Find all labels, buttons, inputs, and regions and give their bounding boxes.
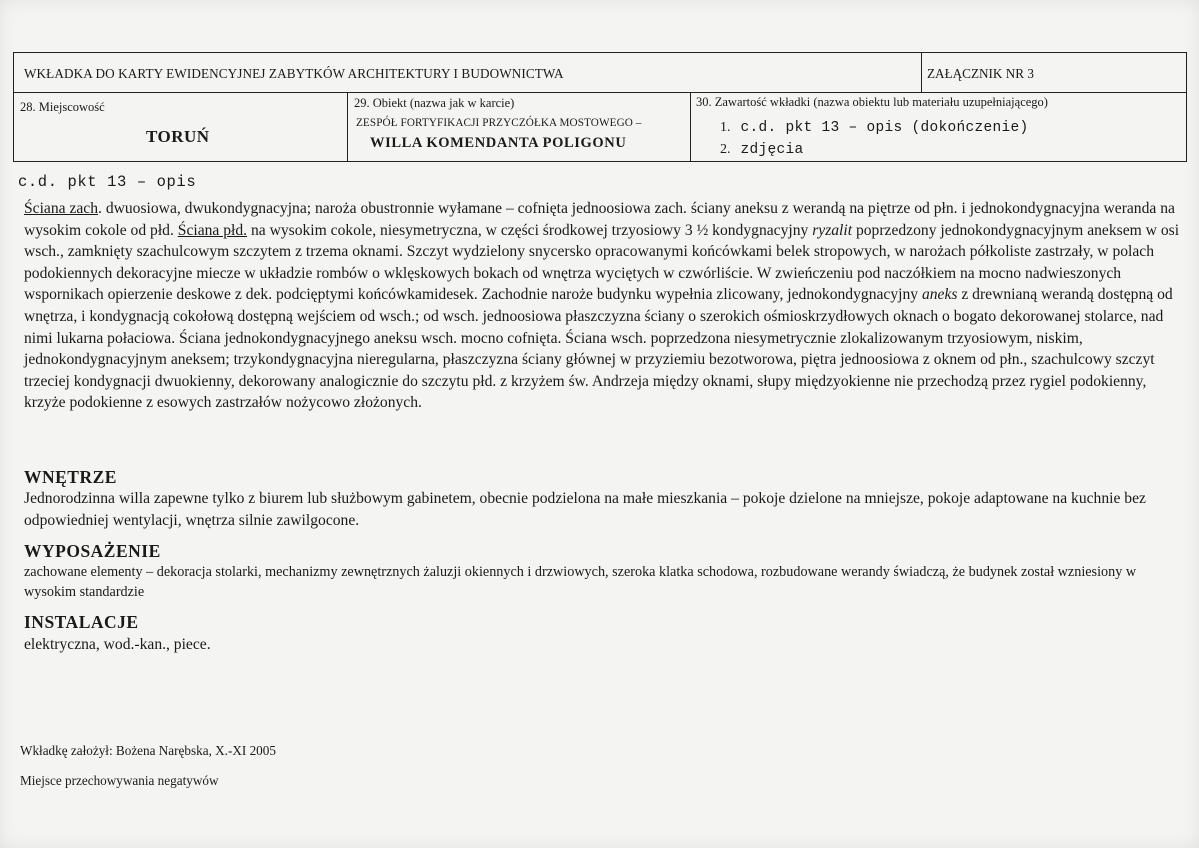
negatives-location: Miejsce przechowywania negatywów [20, 773, 219, 788]
text-fragment: z drewnianą werandą dostępną od wnętrza, i kondygnacją cokołową dostępną wejściem od wsch.; od wsch. jednoosiowa płaszczyzna ściany o szerokich ośmioskrzydłowych oknach o bogato dekorowanej stolarce, nad nimi lukarna połaciowa. Ściana jednokondygnacyjnego aneksu wsch. mocno cofnięta. Ściana wsch. poprzedzona niesymetrycznie zlokalizowanym trzyosiowym, niskim, jednokondygnacyjnym aneksem; trzykondygnacyjna nieregularna, płaszczyzna ściany głównej w przyziemiu bezotworowa, piętra jednoosiowa z oknem od płn., szachulcowy szczyt trzeciej kondygnacji dwuokienny, dekorowany analogicznie do szczytu płd. z krzyżem św. Andrzeja między oknami, słupy międzyokienne nie przechodzą przez rygiel podokienny, krzyże podokienne z esowych zastrzałów nożycowo złożonych. [24, 286, 1173, 412]
header-table [13, 52, 1187, 162]
locality-label: 28. Miejscowość [20, 100, 105, 114]
header-fields-row [14, 92, 1186, 162]
contents-item-number: 1. [720, 120, 731, 135]
locality-value: TORUŃ [146, 127, 210, 146]
object-name: WILLA KOMENDANTA POLIGONU [370, 135, 627, 151]
wall-west-heading: Ściana zach [24, 200, 99, 217]
continuation-label: c.d. pkt 13 – opis [18, 173, 197, 191]
equipment-text: zachowane elementy – dekoracja stolarki, mechanizmy zewnętrznych żaluzji okiennych i drzwiowych, szeroka klatka schodowa, rozbudowane werandy świadczą, że budynek został wzniesiony w wysokim standardzie [24, 564, 1137, 600]
contents-item-text: zdjęcia [740, 142, 804, 158]
installations-text: elektryczna, wod.-kan., piece. [24, 636, 211, 653]
column-divider [690, 92, 691, 162]
header-title-row [14, 53, 1186, 93]
contents-label: 30. Zawartość wkładki (nazwa obiektu lub materiału uzupełniającego) [696, 95, 1048, 109]
contents-item-number: 2. [720, 142, 731, 157]
term-ryzalit: ryzalit [812, 221, 853, 239]
contents-list [720, 117, 1029, 161]
contents-item [720, 117, 1029, 139]
text-fragment: poprzedzony jednokondygnacyjnym aneksem w osi wsch., zamknięty szachulcowym szczytem z trzema oknami. Szczyt wydzielony snycersko opracowanymi końcówkami belek stropowych, w narożach półkoliste zastrzały, w polach podokiennych dekoracyjne miecze w układzie rombów o wklęskowych bokach od wnętrza wyciętych w czwórliście. W zwieńczeniu pod naczółkiem na mocno nadwieszonych wspornikach opierzenie deskowe z dek. podcięptymi końcówkamidesek. Zachodnie naroże budynku wypełnia zlicowany, jednokondygnacyjny [24, 221, 1180, 304]
installations-heading: INSTALACJE [24, 612, 139, 632]
object-label: 29. Obiekt (nazwa jak w karcie) [354, 96, 515, 110]
author-note: Wkładkę założył: Bożena Narębska, X.-XI 2005 [20, 743, 276, 758]
interior-text: Jednorodzinna willa zapewne tylko z biurem lub służbowym gabinetem, obecnie podzielona na małe mieszkania – pokoje dzielone na mniejsze, pokoje adaptowane na kuchnie bez odpowiedniej wentylacji, wnętrza silnie zawilgocone. [24, 490, 1146, 529]
text-fragment: . dwuosiowa, dwukondygnacyjna; naroża obustronnie wyłamane – cofnięta jednoosiowa zach. ściany aneksu z werandą na piętrze od płn. i jednokondygnacyjna weranda na wysokim cokole od płd. [24, 200, 1175, 239]
text-fragment: na wysokim cokole, niesymetryczna, w części środkowej trzyosiowy 3 ½ kondygnacyjny [247, 221, 813, 239]
object-complex: ZESPÓŁ FORTYFIKACJI PRZYCZÓŁKA MOSTOWEGO – [356, 117, 642, 129]
annex-number: ZAŁĄCZNIK NR 3 [927, 66, 1034, 81]
equipment-heading: WYPOSAŻENIE [24, 541, 161, 561]
column-divider [347, 92, 348, 162]
interior-heading: WNĘTRZE [24, 467, 117, 487]
contents-item-text: c.d. pkt 13 – opis (dokończenie) [740, 120, 1029, 136]
contents-item [720, 139, 1029, 161]
facade-description [24, 198, 1184, 414]
term-aneks: aneks [921, 286, 958, 304]
wall-south-heading: Ściana płd. [177, 221, 248, 239]
header-divider [921, 53, 922, 92]
document-title: WKŁADKA DO KARTY EWIDENCYJNEJ ZABYTKÓW ARCHITEKTURY I BUDOWNICTWA [24, 66, 564, 81]
